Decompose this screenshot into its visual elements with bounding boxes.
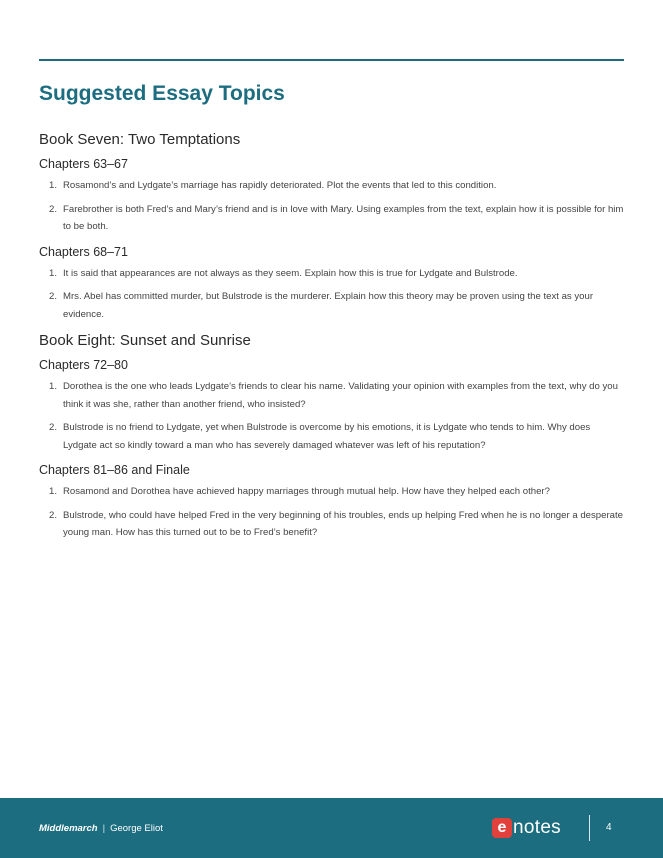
document-body (39, 80, 624, 550)
item-text: Rosamond’s and Lydgate’s marriage has rapidly deteriorated. Plot the events that led to this condition. (63, 180, 497, 191)
footer-author: George Eliot (110, 823, 163, 834)
topic-item (39, 201, 624, 236)
book-heading: Book Seven: Two Temptations (39, 131, 241, 148)
topic-item (39, 288, 624, 323)
topic-item (39, 265, 624, 283)
item-text: Dorothea is the one who leads Lydgate’s friends to clear his name. Validating your opinion with examples from the text, why do you think it was she, rather than another friend, who insisted? (63, 381, 618, 410)
topic-item (39, 419, 624, 454)
item-number: 2. (49, 509, 58, 521)
item-number: 2. (49, 422, 58, 433)
item-number: 1. (49, 486, 58, 497)
chapter-heading: Chapters 81–86 and Finale (39, 463, 190, 477)
item-number: 1. (49, 267, 58, 279)
item-number: 2. (49, 203, 58, 215)
chapter-heading: Chapters 68–71 (39, 244, 128, 259)
page-title: Suggested Essay Topics (39, 82, 285, 105)
topic-item (39, 483, 624, 501)
topic-list (39, 483, 624, 542)
book-heading: Book Eight: Sunset and Sunrise (39, 332, 251, 349)
item-text: Mrs. Abel has committed murder, but Bulstrode is the murderer. Explain how this theory may be proven using the text as your evidence. (63, 291, 594, 320)
item-number: 2. (49, 291, 58, 302)
footer-divider (589, 815, 590, 841)
item-number: 1. (49, 381, 58, 392)
item-number: 1. (49, 180, 58, 191)
item-text: Bulstrode is no friend to Lydgate, yet when Bulstrode is overcome by his emotions, it is Lydgate who tends to him. Why does Lydgate act so kindly toward a man who has severely damaged whatever was left of his reputation? (63, 422, 591, 451)
logo-e-icon: e (492, 818, 512, 838)
item-text: Bulstrode, who could have helped Fred in the very beginning of his troubles, ends up helping Fred when he is no longer a desperate young man. How has this turned out to be to Fred’s benefit? (63, 509, 623, 538)
topic-item (39, 177, 624, 195)
topic-item (39, 507, 624, 542)
topic-list (39, 378, 624, 454)
page-number: 4 (606, 822, 612, 833)
book-section (39, 130, 624, 323)
topic-item (39, 378, 624, 413)
item-text: Rosamond and Dorothea have achieved happy marriages through mutual help. How have they helped each other? (63, 486, 550, 497)
item-text: It is said that appearances are not always as they seem. Explain how this is true for Lydgate and Bulstrode. (63, 267, 518, 279)
enotes-logo (492, 816, 561, 840)
book-section (39, 331, 624, 542)
topic-list (39, 177, 624, 236)
footer-book-info (39, 823, 163, 834)
item-text: Farebrother is both Fred’s and Mary’s friend and is in love with Mary. Using examples from the text, explain how it is possible for him to be both. (63, 203, 624, 232)
chapter-heading: Chapters 72–80 (39, 358, 128, 372)
footer-book-title: Middlemarch (39, 823, 98, 834)
page-footer (0, 798, 663, 858)
chapter-heading: Chapters 63–67 (39, 157, 128, 171)
top-divider (39, 59, 624, 61)
logo-wordmark: notes (513, 817, 561, 838)
topic-list (39, 265, 624, 324)
footer-separator: | (102, 823, 106, 834)
